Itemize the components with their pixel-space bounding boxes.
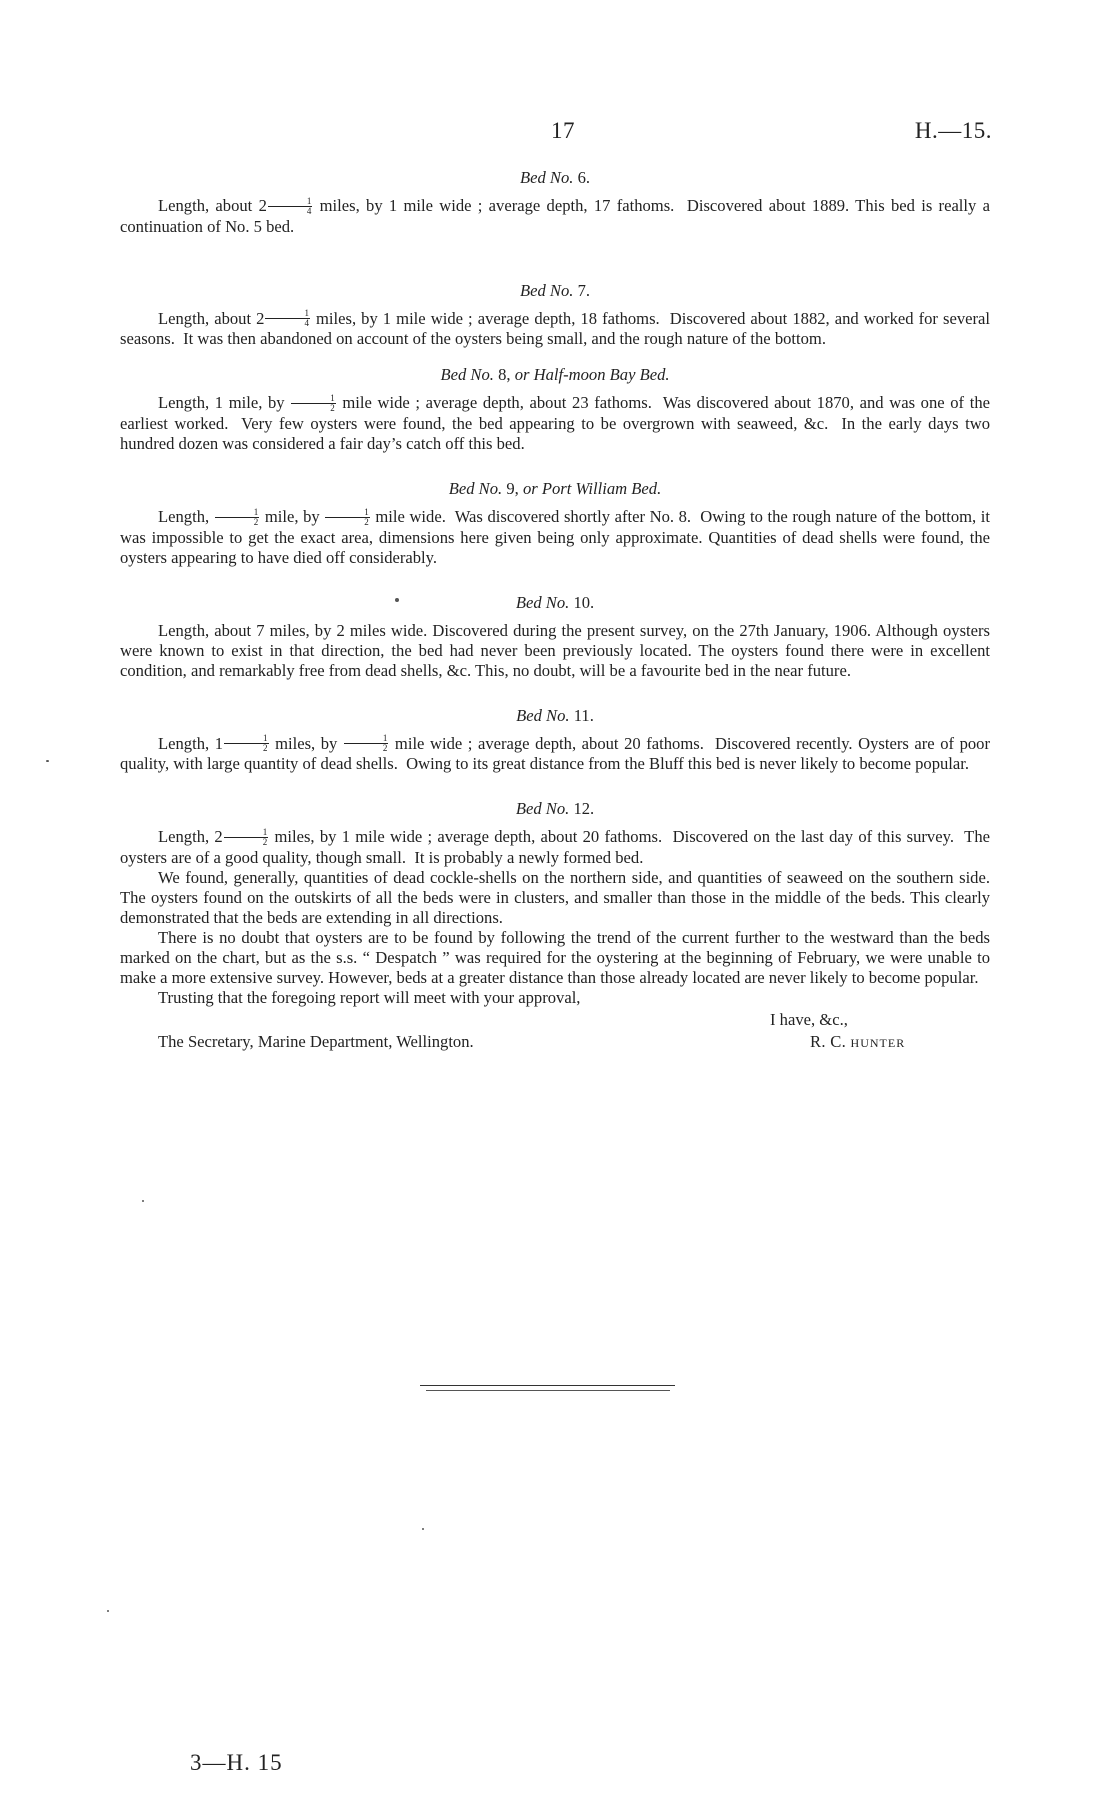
bed-description: Length, 1 $\frac{1}{2}$ miles, by $\frac{1}{2}$ mile wide ; average depth, about 20 fathoms. Discovered recently. Oysters are of poor quality, with large quantity of dead shells. Owing to its great distance from the Bluff this bed is never likely to become popular. xyxy=(120,733,990,774)
signature: R. C. HUNTER xyxy=(810,1032,906,1052)
scan-speck xyxy=(422,1528,424,1530)
page-reference: H.—15. xyxy=(914,118,992,143)
valediction: I have, &c., xyxy=(770,1010,848,1030)
bed-description: Length, $\frac{1}{2}$ mile, by $\frac{1}{2}$ mile wide. Was discovered shortly after No. 8. Owing to the rough nature of the bottom, it was impossible to get the exact area, dimensions here given being only approximate. Quantities of dead shells were found, the oysters appearing to have died off considerably. xyxy=(120,506,990,567)
footer-signature-mark: 3—H. 15 xyxy=(190,1750,283,1775)
addressee: The Secretary, Marine Department, Wellington. xyxy=(158,1032,474,1052)
bed-heading: Bed No. 9, or Port William Bed. xyxy=(448,479,662,499)
section-divider-rule xyxy=(420,1385,675,1393)
bed-section-12 xyxy=(120,799,990,988)
bed-heading: Bed No. 6. xyxy=(519,168,591,187)
bed-section-9 xyxy=(120,479,990,568)
survey-conclusion: There is no doubt that oysters are to be found by following the trend of the current further to the westward than the beds marked on the chart, but as the s.s. “ Despatch ” was required for the oystering at the beginning of February, we were unable to make a more extensive survey. However, beds at a greater distance than those already located are never likely to become popular. xyxy=(120,928,990,988)
scan-speck xyxy=(142,1200,144,1202)
scan-speck xyxy=(46,760,49,762)
bed-heading: Bed No. 10. xyxy=(515,592,595,612)
bed-heading: Bed No. 8, or Half-moon Bay Bed. xyxy=(440,365,670,385)
closing-line: Trusting that the foregoing report will meet with your approval, xyxy=(158,988,581,1008)
bed-heading: Bed No. 7. xyxy=(519,280,591,300)
page-number: 17 xyxy=(551,118,575,143)
bed-description: Length, 1 mile, by $\frac{1}{2}$ mile wide ; average depth, about 23 fathoms. Was discovered about 1870, and was one of the earliest worked. Very few oysters were found, the bed appearing to be overgrown with seaweed, &c. In the early days two hundred dozen was considered a fair day’s catch off this bed. xyxy=(120,393,990,454)
bed-heading: Bed No. 11. xyxy=(516,705,594,725)
bed-description: Length, about 2 $\frac{1}{4}$ miles, by 1 mile wide ; average depth, 18 fathoms. Discovered about 1882, and worked for several seasons. It was then abandoned on account of the oysters being small, and the rough nature of the bottom. xyxy=(120,308,990,349)
bed-section-6 xyxy=(120,168,990,237)
letter-closing xyxy=(120,988,990,1052)
bed-description: Length, about 2 $\frac{1}{4}$ miles, by 1 mile wide ; average depth, 17 fathoms. Discovered about 1889. This bed is really a continuation of No. 5 bed. xyxy=(120,195,990,236)
bed-section-7 xyxy=(120,281,990,350)
scan-speck xyxy=(107,1610,109,1612)
bed-description: Length, about 7 miles, by 2 miles wide. Discovered during the present survey, on the 27th January, 1906. Although oysters were known to exist in that direction, the bed had never been previously located. The oysters found there were in excellent condition, and remarkably free from dead shells, &c. This, no doubt, will be a favourite bed in the near future. xyxy=(120,620,990,680)
scan-speck xyxy=(395,598,399,602)
report-body xyxy=(120,168,990,1052)
bed-section-11 xyxy=(120,706,990,775)
survey-observation: We found, generally, quantities of dead cockle-shells on the northern side, and quantities of seaweed on the southern side. The oysters found on the outskirts of all the beds were in clusters, and smaller than those in the middle of the beds. This clearly demonstrated that the beds are extending in all directions. xyxy=(120,868,990,928)
bed-heading: Bed No. 12. xyxy=(515,799,595,819)
bed-section-10 xyxy=(120,593,990,681)
bed-description: Length, 2 $\frac{1}{2}$ miles, by 1 mile wide ; average depth, about 20 fathoms. Discovered on the last day of this survey. The oysters are of a good quality, though small. It is probably a newly formed bed. xyxy=(120,827,990,868)
bed-section-8 xyxy=(120,365,990,454)
